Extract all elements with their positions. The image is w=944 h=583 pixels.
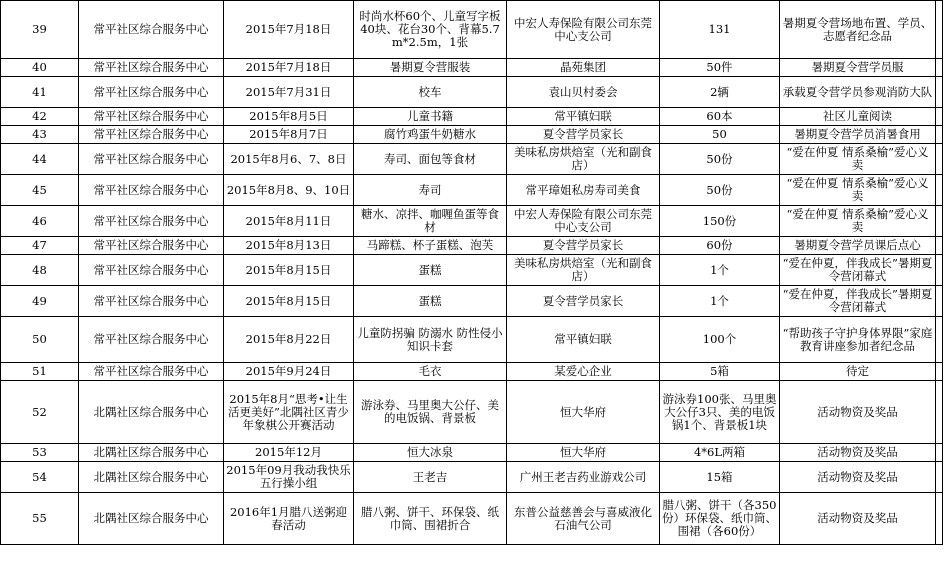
adjacent-column-cell[interactable]	[936, 363, 943, 381]
service-center-cell[interactable]: 常平社区综合服务中心	[79, 363, 224, 381]
donor-cell[interactable]: 常平镇妇联	[507, 317, 660, 363]
row-number-cell[interactable]: 47	[1, 237, 79, 255]
adjacent-column-cell[interactable]	[936, 206, 943, 237]
date-activity-cell[interactable]: 2015年8月13日	[224, 237, 354, 255]
usage-cell[interactable]: 待定	[780, 363, 936, 381]
row-number-cell[interactable]: 48	[1, 255, 79, 286]
donated-item-cell[interactable]: 糖水、凉拌、咖喱鱼蛋等食材	[354, 206, 507, 237]
usage-cell[interactable]: “爱在仲夏，伴我成长”暑期夏令营闭幕式	[780, 286, 936, 317]
adjacent-column-cell[interactable]	[936, 144, 943, 175]
table-row	[1, 444, 943, 462]
quantity-cell[interactable]: 50份	[660, 175, 780, 206]
usage-cell[interactable]: 活动物资及奖品	[780, 493, 936, 545]
row-number-cell[interactable]: 44	[1, 144, 79, 175]
date-activity-cell[interactable]: 2015年8月22日	[224, 317, 354, 363]
service-center-cell[interactable]: 常平社区综合服务中心	[79, 108, 224, 126]
service-center-cell[interactable]: 常平社区综合服务中心	[79, 175, 224, 206]
date-activity-cell[interactable]: 2015年8月“思考•让生活更美好”北隅社区青少年象棋公开赛活动	[224, 381, 354, 444]
date-activity-cell[interactable]: 2016年1月腊八送粥迎春活动	[224, 493, 354, 545]
donated-item-cell[interactable]: 寿司	[354, 175, 507, 206]
service-center-cell[interactable]: 常平社区综合服务中心	[79, 126, 224, 144]
date-activity-cell[interactable]: 2015年7月31日	[224, 77, 354, 108]
donor-cell[interactable]: 美味私房烘焙室（光和副食店）	[507, 255, 660, 286]
date-activity-cell[interactable]: 2015年09月我动我快乐五行操小组	[224, 462, 354, 493]
adjacent-column-cell[interactable]	[936, 381, 943, 444]
quantity-cell[interactable]: 4*6L两箱	[660, 444, 780, 462]
adjacent-column-cell[interactable]	[936, 444, 943, 462]
date-activity-cell[interactable]: 2015年8月6、7、8日	[224, 144, 354, 175]
table-row	[1, 462, 943, 493]
adjacent-column-cell[interactable]	[936, 175, 943, 206]
adjacent-column-cell[interactable]	[936, 237, 943, 255]
donated-item-cell[interactable]: 毛衣	[354, 363, 507, 381]
usage-cell[interactable]: 暑期夏令营学员消暑食用	[780, 126, 936, 144]
quantity-cell[interactable]: 15箱	[660, 462, 780, 493]
row-number-cell[interactable]: 52	[1, 381, 79, 444]
service-center-cell[interactable]: 常平社区综合服务中心	[79, 144, 224, 175]
row-number-cell[interactable]: 46	[1, 206, 79, 237]
donated-item-cell[interactable]: 儿童书籍	[354, 108, 507, 126]
row-number-cell[interactable]: 49	[1, 286, 79, 317]
quantity-cell[interactable]: 60本	[660, 108, 780, 126]
donor-cell[interactable]: 常平璋姐私房寿司美食	[507, 175, 660, 206]
quantity-cell[interactable]: 50件	[660, 59, 780, 77]
donated-item-cell[interactable]: 腐竹鸡蛋牛奶糖水	[354, 126, 507, 144]
row-number-cell[interactable]: 45	[1, 175, 79, 206]
table-row	[1, 493, 943, 545]
usage-cell[interactable]: 活动物资及奖品	[780, 444, 936, 462]
quantity-cell[interactable]: 1个	[660, 286, 780, 317]
usage-cell[interactable]: “爱在仲夏 情系桑榆”爱心义卖	[780, 175, 936, 206]
quantity-cell[interactable]: 5箱	[660, 363, 780, 381]
quantity-cell[interactable]: 2辆	[660, 77, 780, 108]
quantity-cell[interactable]: 50	[660, 126, 780, 144]
table-row	[1, 126, 943, 144]
table-row	[1, 237, 943, 255]
usage-cell[interactable]: 承载夏令营学员参观消防大队	[780, 77, 936, 108]
quantity-cell[interactable]: 150份	[660, 206, 780, 237]
row-number-cell[interactable]: 53	[1, 444, 79, 462]
table-row	[1, 381, 943, 444]
usage-cell[interactable]: “帮助孩子守护身体界限”家庭教育讲座参加者纪念品	[780, 317, 936, 363]
row-number-cell[interactable]: 40	[1, 59, 79, 77]
quantity-cell[interactable]: 腊八粥、饼干（各350份）环保袋、纸巾筒、围裙（各60份）	[660, 493, 780, 545]
adjacent-column-cell[interactable]	[936, 317, 943, 363]
quantity-cell[interactable]: 游泳券100张、马里奥大公仔3只、美的电饭锅1个、背景板1块	[660, 381, 780, 444]
donor-cell[interactable]: 恒大华府	[507, 381, 660, 444]
donated-item-cell[interactable]: 腊八粥、饼干、环保袋、纸巾筒、围裙折合	[354, 493, 507, 545]
donated-item-cell[interactable]: 蛋糕	[354, 286, 507, 317]
donated-item-cell[interactable]: 暑期夏令营服装	[354, 59, 507, 77]
donor-cell[interactable]: 东普公益慈善会与喜威液化石油气公司	[507, 493, 660, 545]
adjacent-column-cell[interactable]	[936, 462, 943, 493]
date-activity-cell[interactable]: 2015年8月11日	[224, 206, 354, 237]
row-number-cell[interactable]: 42	[1, 108, 79, 126]
usage-cell[interactable]: “爱在仲夏 情系桑榆”爱心义卖	[780, 144, 936, 175]
donor-cell[interactable]: 某爱心企业	[507, 363, 660, 381]
service-center-cell[interactable]: 常平社区综合服务中心	[79, 1, 224, 59]
service-center-cell[interactable]: 北隅社区综合服务中心	[79, 381, 224, 444]
donor-cell[interactable]: 恒大华府	[507, 444, 660, 462]
donor-cell[interactable]: 晶苑集团	[507, 59, 660, 77]
table-row	[1, 317, 943, 363]
donated-item-cell[interactable]: 儿童防拐骗 防溺水 防性侵小知识卡套	[354, 317, 507, 363]
table-row	[1, 108, 943, 126]
donated-item-cell[interactable]: 马蹄糕、杯子蛋糕、泡芙	[354, 237, 507, 255]
table-row	[1, 1, 943, 59]
adjacent-column-cell[interactable]	[936, 1, 943, 59]
donor-cell[interactable]: 常平镇妇联	[507, 108, 660, 126]
donated-item-cell[interactable]: 恒大冰泉	[354, 444, 507, 462]
row-number-cell[interactable]: 43	[1, 126, 79, 144]
donor-cell[interactable]: 中宏人寿保险有限公司东莞中心支公司	[507, 206, 660, 237]
service-center-cell[interactable]: 常平社区综合服务中心	[79, 286, 224, 317]
adjacent-column-cell[interactable]	[936, 77, 943, 108]
service-center-cell[interactable]: 常平社区综合服务中心	[79, 206, 224, 237]
service-center-cell[interactable]: 常平社区综合服务中心	[79, 59, 224, 77]
row-number-cell[interactable]: 54	[1, 462, 79, 493]
usage-cell[interactable]: “爱在仲夏 情系桑榆”爱心义卖	[780, 206, 936, 237]
donor-cell[interactable]: 广州王老吉药业游戏公司	[507, 462, 660, 493]
date-activity-cell[interactable]: 2015年8月8、9、10日	[224, 175, 354, 206]
donated-item-cell[interactable]: 游泳券、马里奥大公仔、美的电饭锅、背景板	[354, 381, 507, 444]
donor-cell[interactable]: 袁山贝村委会	[507, 77, 660, 108]
date-activity-cell[interactable]: 2015年8月5日	[224, 108, 354, 126]
quantity-cell[interactable]: 50份	[660, 144, 780, 175]
usage-cell[interactable]: 暑期夏令营场地布置、学员、志愿者纪念品	[780, 1, 936, 59]
quantity-cell[interactable]: 131	[660, 1, 780, 59]
quantity-cell[interactable]: 60份	[660, 237, 780, 255]
row-number-cell[interactable]: 51	[1, 363, 79, 381]
row-number-cell[interactable]: 39	[1, 1, 79, 59]
service-center-cell[interactable]: 常平社区综合服务中心	[79, 255, 224, 286]
adjacent-column-cell[interactable]	[936, 126, 943, 144]
donated-item-cell[interactable]: 时尚水杯60个、儿童写字板40块、花台30个、背幕5.7m*2.5m，1张	[354, 1, 507, 59]
table-row	[1, 59, 943, 77]
table-row	[1, 286, 943, 317]
adjacent-column-cell[interactable]	[936, 108, 943, 126]
donor-cell[interactable]: 夏令营学员家长	[507, 237, 660, 255]
donor-cell[interactable]: 美味私房烘焙室（光和副食店）	[507, 144, 660, 175]
donation-table-body	[1, 1, 943, 545]
service-center-cell[interactable]: 常平社区综合服务中心	[79, 77, 224, 108]
date-activity-cell[interactable]: 2015年7月18日	[224, 1, 354, 59]
usage-cell[interactable]: 活动物资及奖品	[780, 462, 936, 493]
donated-item-cell[interactable]: 寿司、面包等食材	[354, 144, 507, 175]
donor-cell[interactable]: 夏令营学员家长	[507, 286, 660, 317]
service-center-cell[interactable]: 常平社区综合服务中心	[79, 237, 224, 255]
usage-cell[interactable]: “爱在仲夏，伴我成长”暑期夏令营闭幕式	[780, 255, 936, 286]
donated-item-cell[interactable]: 王老吉	[354, 462, 507, 493]
date-activity-cell[interactable]: 2015年12月	[224, 444, 354, 462]
date-activity-cell[interactable]: 2015年8月15日	[224, 255, 354, 286]
quantity-cell[interactable]: 100个	[660, 317, 780, 363]
adjacent-column-cell[interactable]	[936, 286, 943, 317]
row-number-cell[interactable]: 50	[1, 317, 79, 363]
table-row	[1, 144, 943, 175]
date-activity-cell[interactable]: 2015年7月18日	[224, 59, 354, 77]
adjacent-column-cell[interactable]	[936, 59, 943, 77]
usage-cell[interactable]: 暑期夏令营学员课后点心	[780, 237, 936, 255]
donor-cell[interactable]: 夏令营学员家长	[507, 126, 660, 144]
row-number-cell[interactable]: 55	[1, 493, 79, 545]
donated-item-cell[interactable]: 蛋糕	[354, 255, 507, 286]
adjacent-column-cell[interactable]	[936, 255, 943, 286]
table-row	[1, 255, 943, 286]
table-row	[1, 363, 943, 381]
usage-cell[interactable]: 活动物资及奖品	[780, 381, 936, 444]
date-activity-cell[interactable]: 2015年9月24日	[224, 363, 354, 381]
table-row	[1, 206, 943, 237]
usage-cell[interactable]: 社区儿童阅读	[780, 108, 936, 126]
table-row	[1, 77, 943, 108]
donated-item-cell[interactable]: 校车	[354, 77, 507, 108]
row-number-cell[interactable]: 41	[1, 77, 79, 108]
service-center-cell[interactable]: 北隅社区综合服务中心	[79, 462, 224, 493]
quantity-cell[interactable]: 1个	[660, 255, 780, 286]
date-activity-cell[interactable]: 2015年8月15日	[224, 286, 354, 317]
donor-cell[interactable]: 中宏人寿保险有限公司东莞中心支公司	[507, 1, 660, 59]
date-activity-cell[interactable]: 2015年8月7日	[224, 126, 354, 144]
table-row	[1, 175, 943, 206]
service-center-cell[interactable]: 北隅社区综合服务中心	[79, 493, 224, 545]
service-center-cell[interactable]: 常平社区综合服务中心	[79, 317, 224, 363]
service-center-cell[interactable]: 北隅社区综合服务中心	[79, 444, 224, 462]
usage-cell[interactable]: 暑期夏令营学员服	[780, 59, 936, 77]
adjacent-column-cell[interactable]	[936, 493, 943, 545]
